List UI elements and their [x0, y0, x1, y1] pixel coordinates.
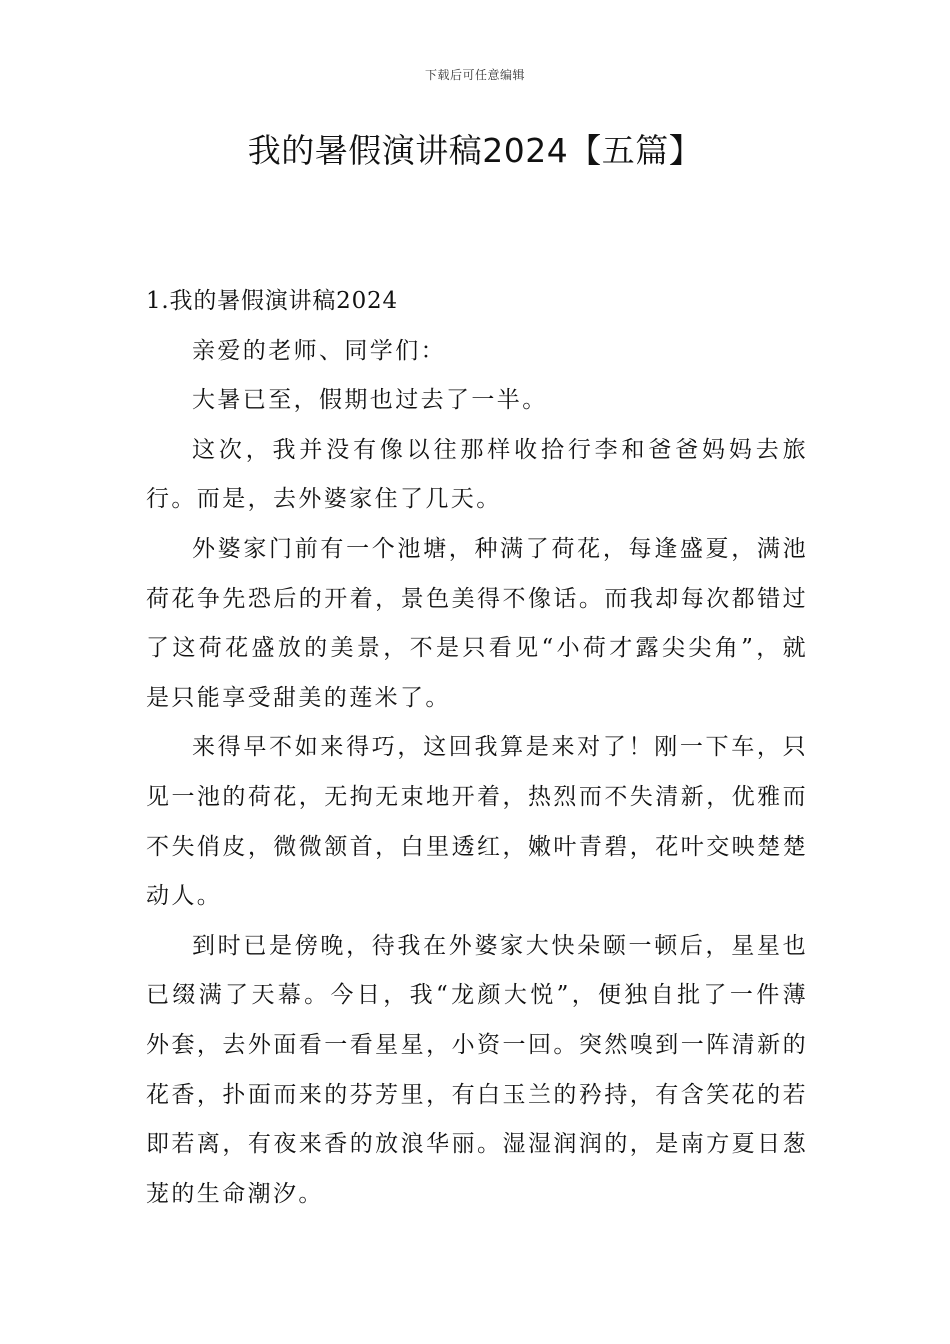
document-body	[146, 277, 808, 1219]
paragraph-5: 到时已是傍晚，待我在外婆家大快朵颐一顿后，星星也已缀满了天幕。今日，我“龙颜大悦”，便独自批了一件薄外套，去外面看一看星星，小资一回。突然嗅到一阵清新的花香，扑面而来的芬芳里，有白玉兰的矜持，有含笑花的若即若离，有夜来香的放浪华丽。湿湿润润的，是南方夏日葱茏的生命潮汐。	[146, 932, 808, 1207]
paragraph-1: 大暑已至，假期也过去了一半。	[192, 387, 548, 414]
section-heading: 1.我的暑假演讲稿2024	[146, 288, 398, 314]
paragraph-greeting: 亲爱的老师、同学们：	[192, 337, 446, 364]
header-note: 下载后可任意编辑	[424, 68, 525, 82]
paragraph-2: 这次，我并没有像以往那样收拾行李和爸爸妈妈去旅行。而是，去外婆家住了几天。	[146, 436, 808, 513]
paragraph-3: 外婆家门前有一个池塘，种满了荷花，每逢盛夏，满池荷花争先恐后的开着，景色美得不像话。而我却每次都错过了这荷花盛放的美景，不是只看见“小荷才露尖尖角”，就是只能享受甜美的莲米了。	[146, 535, 808, 711]
document-title: 我的暑假演讲稿2024【五篇】	[247, 131, 703, 170]
paragraph-4: 来得早不如来得巧，这回我算是来对了！刚一下车，只见一池的荷花，无拘无束地开着，热烈而不失清新，优雅而不失俏皮，微微颔首，白里透红，嫩叶青碧，花叶交映楚楚动人。	[146, 734, 808, 910]
